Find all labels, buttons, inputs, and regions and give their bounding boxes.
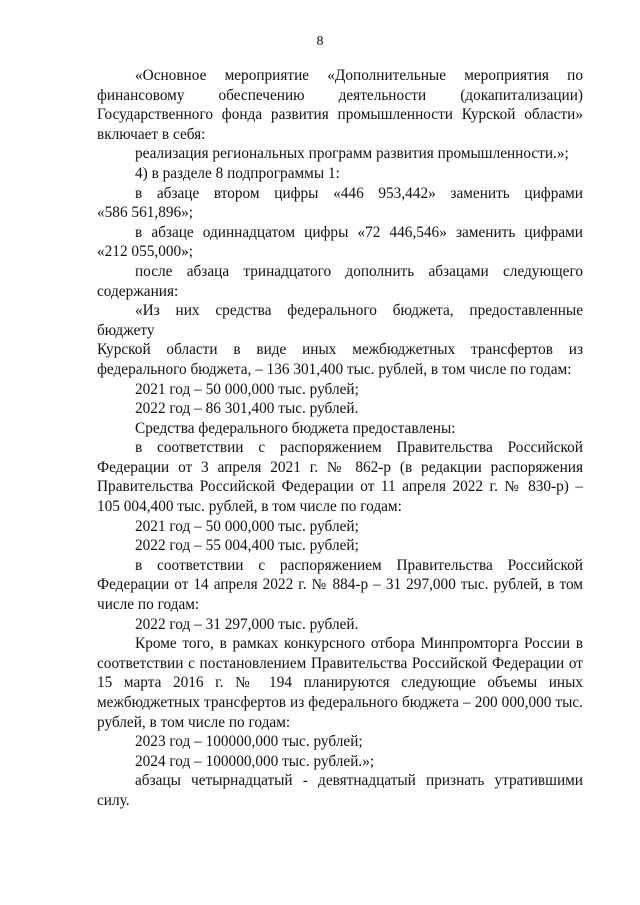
text-line: Федерации от 3 апреля 2021 г. № 862-р (в редакции распоряжения — [97, 458, 583, 476]
text-line: федерального бюджета, – 136 301,400 тыс. рублей, в том числе по годам: — [97, 360, 572, 378]
text-line: в абзаце втором цифры «446 953,442» заменить цифрами — [135, 184, 583, 202]
text-line: Государственного фонда развития промышленности Курской области» — [97, 106, 583, 124]
text-line: содержания: — [97, 282, 179, 300]
text-line: 2023 год – 100000,000 тыс. рублей; — [135, 733, 363, 751]
text-line: в соответствии с распоряжением Правительства Российской — [135, 556, 583, 574]
text-line: соответствии с постановлением Правительства Российской Федерации от — [97, 654, 583, 672]
text-line: Средства федерального бюджета предоставлены: — [135, 419, 456, 437]
text-line: рублей, в том числе по годам: — [97, 713, 291, 731]
page-number: 8 — [316, 34, 324, 49]
text-line: абзацы четырнадцатый - девятнадцатый признать утратившими силу. — [97, 772, 583, 809]
text-line: 105 004,400 тыс. рублей, в том числе по годам: — [97, 498, 402, 516]
text-line: включает в себя: — [97, 125, 206, 143]
text-line: Федерации от 14 апреля 2022 г. № 884-р – 31 297,000 тыс. рублей, в том — [97, 576, 583, 594]
text-line: в соответствии с распоряжением Правительства Российской — [135, 439, 583, 457]
text-line: Кроме того, в рамках конкурсного отбора Минпромторга России в — [135, 635, 583, 653]
text-line: 2021 год – 50 000,000 тыс. рублей; — [135, 517, 359, 535]
text-line: 2022 год – 86 301,400 тыс. рублей. — [135, 400, 359, 418]
text-line: 2022 год – 31 297,000 тыс. рублей. — [135, 615, 359, 633]
text-line: «Основное мероприятие «Дополнительные мероприятия по — [135, 67, 583, 84]
text-line: 2024 год – 100000,000 тыс. рублей.»; — [135, 752, 375, 770]
text-line: 2022 год – 55 004,400 тыс. рублей; — [135, 537, 359, 555]
text-line: финансовому обеспечению деятельности (докапитализации) — [97, 86, 583, 104]
text-line: 2021 год – 50 000,000 тыс. рублей; — [135, 380, 359, 398]
text-line: «586 561,896»; — [97, 204, 194, 222]
text-line: 4) в разделе 8 подпрограммы 1: — [135, 164, 340, 182]
text-line: «Из них средства федерального бюджета, предоставленные бюджету — [97, 302, 583, 339]
text-line: в абзаце одиннадцатом цифры «72 446,546» заменить цифрами — [135, 223, 583, 241]
text-line: Правительства Российской Федерации от 11 апреля 2022 г. № 830-р) – — [97, 478, 583, 496]
text-line: числе по годам: — [97, 596, 200, 614]
text-line: межбюджетных трансфертов из федерального бюджета – 200 000,000 тыс. — [97, 694, 583, 711]
text-line: Курской области в виде иных межбюджетных трансфертов из — [97, 341, 583, 359]
text-line: реализация региональных программ развития промышленности.»; — [135, 145, 569, 163]
text-line: «212 055,000»; — [97, 243, 194, 261]
document-body — [97, 66, 583, 811]
text-line: 15 марта 2016 г. № 194 планируются следующие объемы иных — [97, 674, 583, 692]
text-line: после абзаца тринадцатого дополнить абзацами следующего — [135, 262, 583, 280]
